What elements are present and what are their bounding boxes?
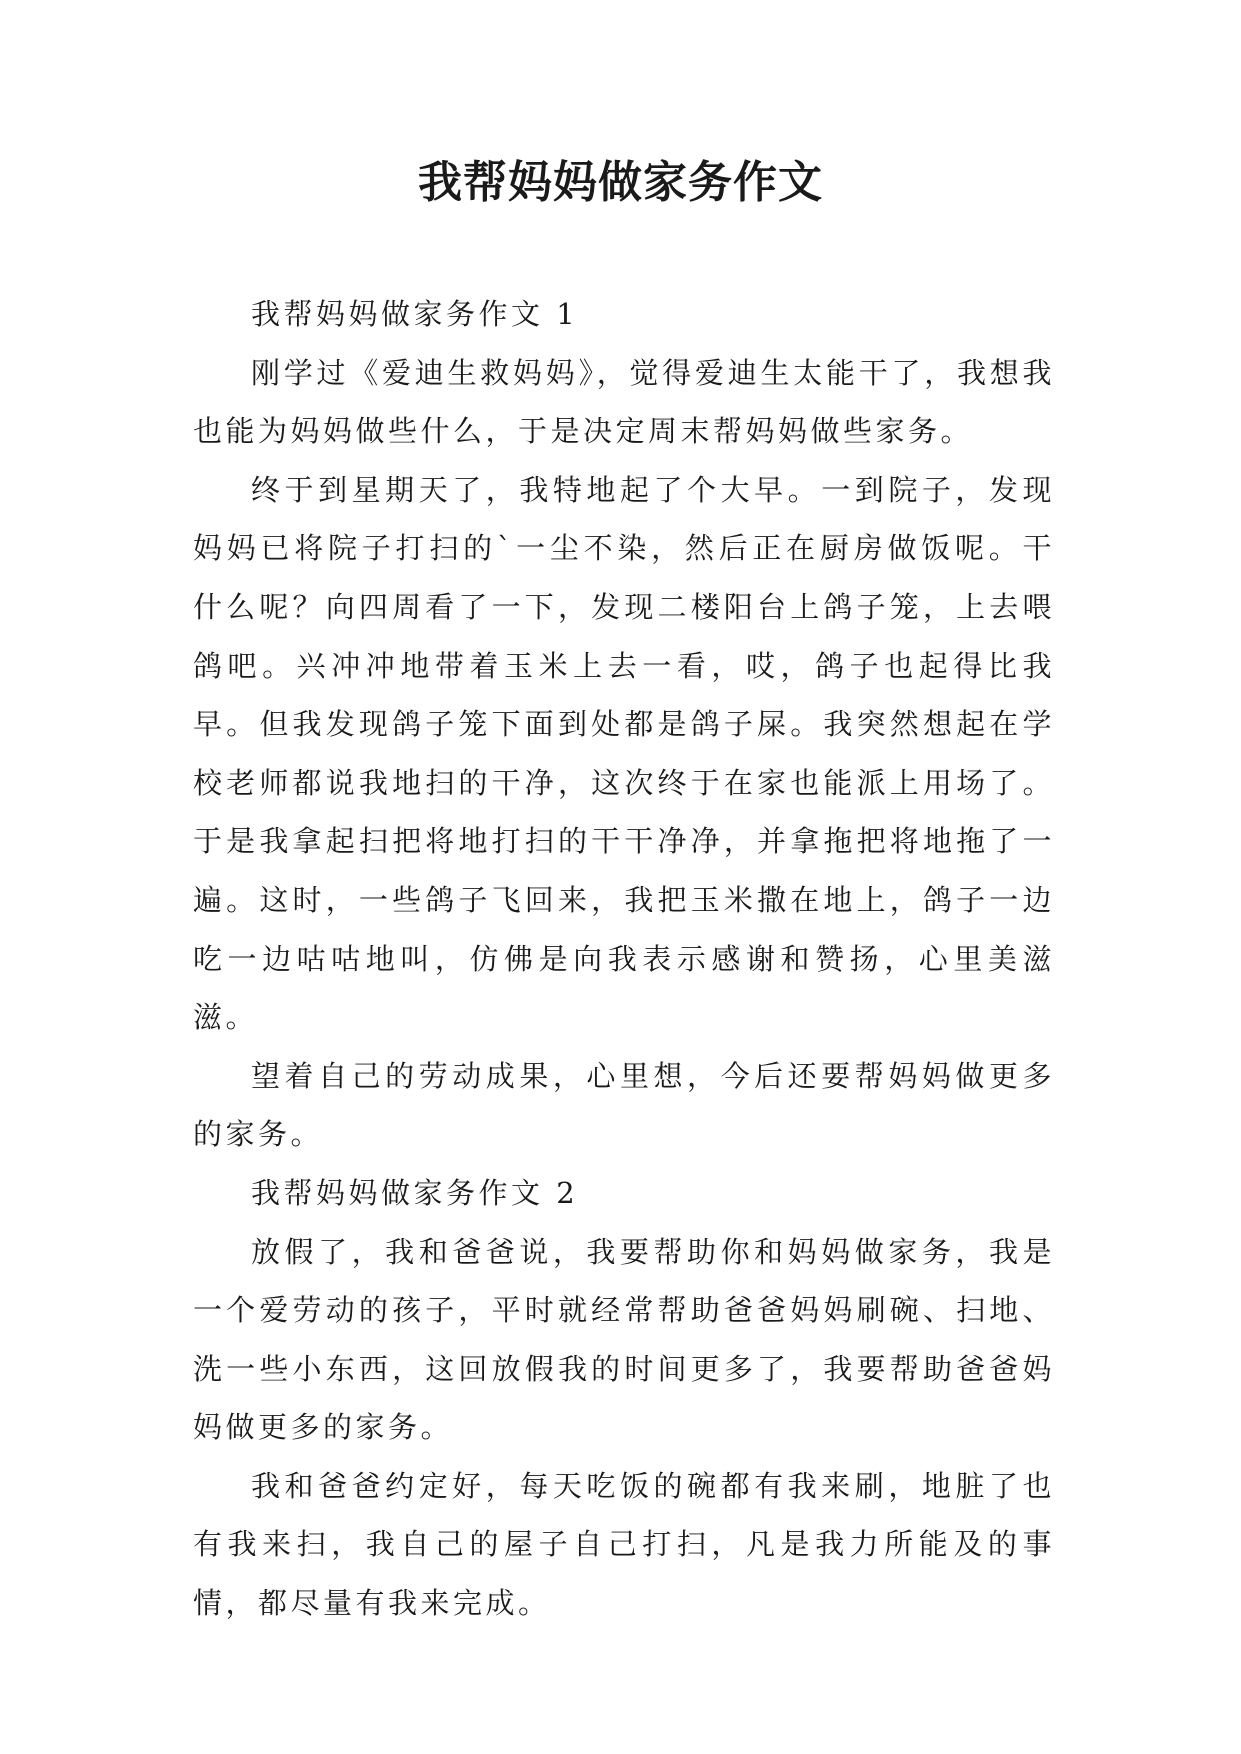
paragraph: 我和爸爸约定好，每天吃饭的碗都有我来刷，地脏了也有我来扫，我自己的屋子自己打扫，凡是我力所能及的事情，都尽量有我来完成。 — [193, 1468, 1055, 1621]
paragraph: 刚学过《爱迪生救妈妈》，觉得爱迪生太能干了，我想我也能为妈妈做些什么，于是决定周末帮妈妈做些家务。 — [193, 355, 1055, 449]
document-title: 我帮妈妈做家务作文 — [418, 157, 823, 208]
section-heading-2: 我帮妈妈做家务作文 2 — [251, 1175, 579, 1210]
paragraph: 终于到星期天了，我特地起了个大早。一到院子，发现妈妈已将院子打扫的`一尘不染，然后正在厨房做饭呢。干什么呢？向四周看了一下，发现二楼阳台上鸽子笼，上去喂鸽吧。兴冲冲地带着玉米上去一看，哎，鸽子也起得比我早。但我发现鸽子笼下面到处都是鸽子屎。我突然想起在学校老师都说我地扫的干净，这次终于在家也能派上用场了。于是我拿起扫把将地打扫的干干净净，并拿拖把将地拖了一遍。这时，一些鸽子飞回来，我把玉米撒在地上，鸽子一边吃一边咕咕地叫，仿佛是向我表示感谢和赞扬，心里美滋滋。 — [193, 472, 1055, 1035]
section-heading-1: 我帮妈妈做家务作文 1 — [251, 297, 579, 331]
paragraph: 放假了，我和爸爸说，我要帮助你和妈妈做家务，我是一个爱劳动的孩子，平时就经常帮助爸爸妈妈刷碗、扫地、洗一些小东西，这回放假我的时间更多了，我要帮助爸爸妈妈做更多的家务。 — [193, 1234, 1055, 1445]
paragraph: 望着自己的劳动成果，心里想，今后还要帮妈妈做更多的家务。 — [193, 1058, 1055, 1152]
document-body — [193, 285, 1055, 1633]
